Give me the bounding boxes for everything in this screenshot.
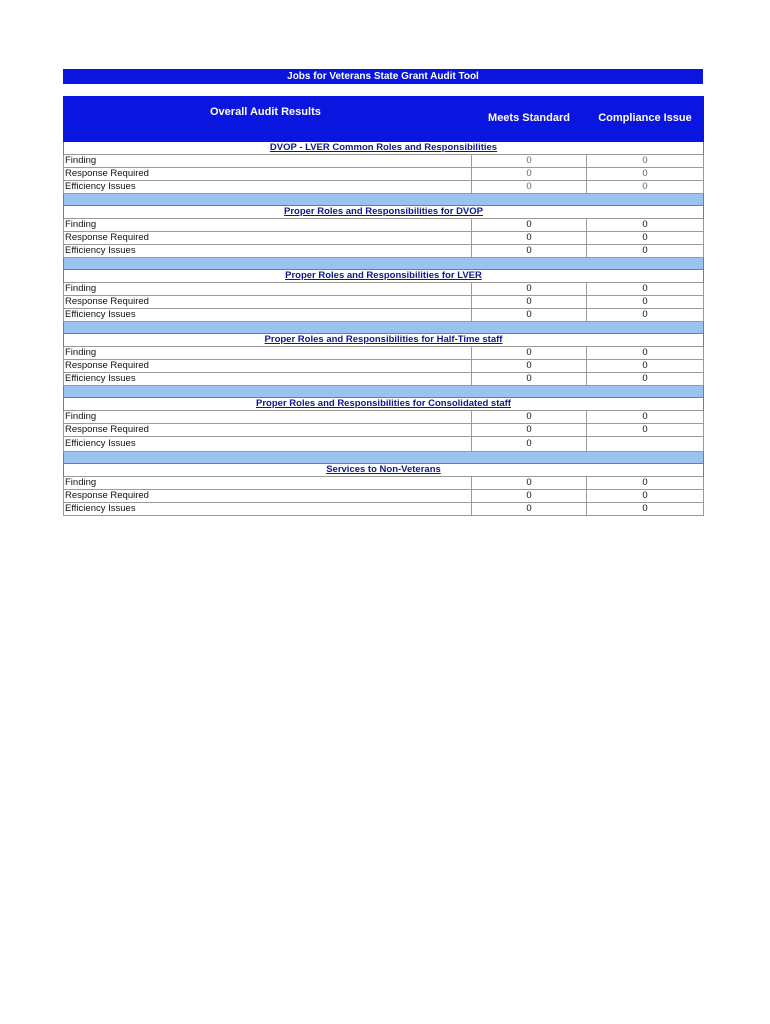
compliance-issue-value: 0: [587, 296, 704, 309]
table-row: [64, 424, 704, 437]
table-row: [64, 411, 704, 424]
compliance-issue-value: 0: [587, 373, 704, 386]
row-label: Efficiency Issues: [64, 181, 472, 194]
compliance-issue-value: 0: [587, 232, 704, 245]
compliance-issue-value: 0: [587, 309, 704, 322]
row-label: Response Required: [64, 168, 472, 181]
compliance-issue-value: [587, 437, 704, 452]
compliance-issue-value: 0: [587, 168, 704, 181]
table-row: [64, 309, 704, 322]
audit-sheet: [63, 69, 703, 516]
row-label: Response Required: [64, 424, 472, 437]
section-spacer: [64, 258, 704, 270]
compliance-issue-value: 0: [587, 245, 704, 258]
meets-standard-value: 0: [472, 490, 587, 503]
header-overall-audit-results: Overall Audit Results: [64, 97, 472, 142]
meets-standard-value: 0: [472, 373, 587, 386]
compliance-issue-value: 0: [587, 360, 704, 373]
meets-standard-value: 0: [472, 309, 587, 322]
section-title: Proper Roles and Responsibilities for LVER: [64, 270, 704, 283]
section-header: [64, 464, 704, 477]
header-meets-standard: Meets Standard: [472, 97, 587, 142]
row-label: Efficiency Issues: [64, 373, 472, 386]
table-row: [64, 245, 704, 258]
section-spacer: [64, 452, 704, 464]
table-row: [64, 347, 704, 360]
meets-standard-value: 0: [472, 168, 587, 181]
meets-standard-value: 0: [472, 283, 587, 296]
table-row: [64, 373, 704, 386]
section-title: DVOP - LVER Common Roles and Responsibilities: [64, 142, 704, 155]
compliance-issue-value: 0: [587, 155, 704, 168]
row-label: Efficiency Issues: [64, 503, 472, 516]
meets-standard-value: 0: [472, 424, 587, 437]
table-row: [64, 490, 704, 503]
sheet-title: Jobs for Veterans State Grant Audit Tool: [63, 69, 703, 84]
audit-results-table: [63, 96, 704, 516]
compliance-issue-value: 0: [587, 503, 704, 516]
row-label: Response Required: [64, 296, 472, 309]
row-label: Finding: [64, 477, 472, 490]
section-title: Proper Roles and Responsibilities for DVOP: [64, 206, 704, 219]
meets-standard-value: 0: [472, 360, 587, 373]
table-row: [64, 477, 704, 490]
section-spacer: [64, 322, 704, 334]
row-label: Response Required: [64, 360, 472, 373]
compliance-issue-value: 0: [587, 181, 704, 194]
compliance-issue-value: 0: [587, 477, 704, 490]
meets-standard-value: 0: [472, 411, 587, 424]
table-row: [64, 155, 704, 168]
row-label: Finding: [64, 411, 472, 424]
row-label: Response Required: [64, 490, 472, 503]
header-compliance-issue: Compliance Issue: [587, 97, 704, 142]
table-row: [64, 503, 704, 516]
table-row: [64, 283, 704, 296]
row-label: Efficiency Issues: [64, 437, 472, 452]
section-header: [64, 270, 704, 283]
row-label: Response Required: [64, 232, 472, 245]
section-header: [64, 142, 704, 155]
compliance-issue-value: 0: [587, 424, 704, 437]
table-row: [64, 437, 704, 452]
compliance-issue-value: 0: [587, 283, 704, 296]
table-row: [64, 232, 704, 245]
row-label: Finding: [64, 283, 472, 296]
section-header: [64, 334, 704, 347]
row-label: Efficiency Issues: [64, 309, 472, 322]
meets-standard-value: 0: [472, 437, 587, 452]
compliance-issue-value: 0: [587, 490, 704, 503]
section-title: Services to Non-Veterans: [64, 464, 704, 477]
meets-standard-value: 0: [472, 296, 587, 309]
compliance-issue-value: 0: [587, 219, 704, 232]
meets-standard-value: 0: [472, 347, 587, 360]
row-label: Finding: [64, 155, 472, 168]
meets-standard-value: 0: [472, 503, 587, 516]
table-row: [64, 219, 704, 232]
table-row: [64, 168, 704, 181]
section-title: Proper Roles and Responsibilities for Half-Time staff: [64, 334, 704, 347]
meets-standard-value: 0: [472, 232, 587, 245]
compliance-issue-value: 0: [587, 347, 704, 360]
meets-standard-value: 0: [472, 219, 587, 232]
row-label: Finding: [64, 347, 472, 360]
table-row: [64, 360, 704, 373]
section-header: [64, 398, 704, 411]
section-title: Proper Roles and Responsibilities for Consolidated staff: [64, 398, 704, 411]
section-spacer: [64, 194, 704, 206]
header-row: [64, 97, 704, 142]
meets-standard-value: 0: [472, 155, 587, 168]
compliance-issue-value: 0: [587, 411, 704, 424]
table-row: [64, 181, 704, 194]
section-spacer: [64, 386, 704, 398]
meets-standard-value: 0: [472, 181, 587, 194]
meets-standard-value: 0: [472, 477, 587, 490]
section-header: [64, 206, 704, 219]
meets-standard-value: 0: [472, 245, 587, 258]
row-label: Finding: [64, 219, 472, 232]
row-label: Efficiency Issues: [64, 245, 472, 258]
table-row: [64, 296, 704, 309]
